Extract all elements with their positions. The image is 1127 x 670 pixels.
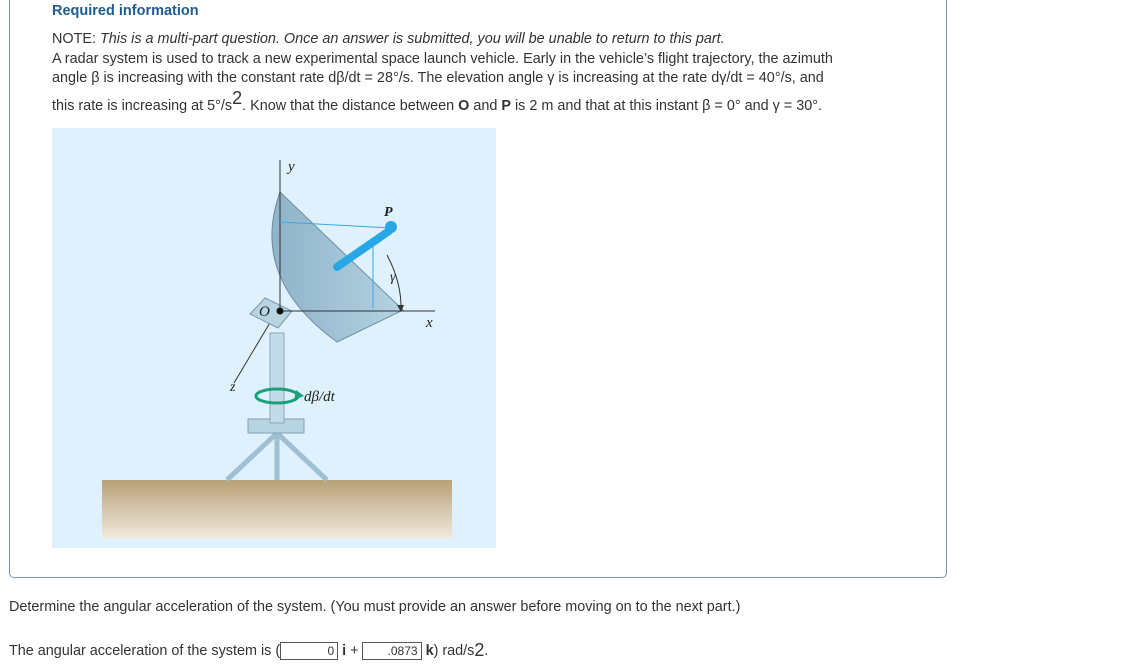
answer-row [9,640,488,661]
x-axis-label: x [426,315,433,331]
i-component-input[interactable] [280,642,338,660]
origin-point [277,308,284,315]
note-line-4 [52,89,932,117]
z-axis-label: z [230,380,236,395]
note-rate: this rate is increasing at 5°/s [52,97,233,114]
k-component-input[interactable] [362,642,422,660]
k-unit-label: k [425,642,434,659]
i-unit-label: i [342,642,347,659]
problem-statement [52,30,932,116]
radar-diagram [52,128,496,548]
note-and: and [473,97,498,114]
plus-sign: + [350,642,359,659]
note-prefix: NOTE: [52,31,96,47]
note-line-2: A radar system is used to track a new experimental space launch vehicle. Early in the vehicle’s flight trajectory, the azimuth [52,50,833,67]
mast [270,333,284,423]
answer-units-sup: 2 [474,640,485,660]
O-label: O [259,304,270,320]
note-line-1 [52,30,932,50]
mount-block [250,298,292,328]
answer-units: ) rad/s [433,642,475,659]
beam [337,231,389,267]
required-info-title: Required information [52,3,199,19]
note-italic: This is a multi-part question. Once an answer is submitted, you will be unable to return to this part. [99,31,725,47]
y-axis-label: y [288,159,295,175]
note-distance: . Know that the distance between [242,97,455,114]
P-label: P [384,205,393,220]
gamma-label: γ [390,270,396,285]
note-rate-sup: 2 [232,87,243,108]
note-line-3: angle β is increasing with the constant rate dβ/dt = 28°/s. The elevation angle γ is increasing at the rate dγ/dt = 40°/s, and [52,70,824,86]
question-text: Determine the angular acceleration of the system. (You must provide an answer before moving on to the next part.) [9,599,741,615]
note-P: P [501,97,511,114]
point-P [385,221,397,233]
radar-figure [52,128,496,548]
answer-end: . [484,642,489,659]
ground [102,480,452,538]
answer-prefix: The angular acceleration of the system is ( [9,642,281,659]
note-O: O [458,97,470,114]
note-instant: is 2 m and that at this instant β = 0° and γ = 30°. [514,97,822,114]
rate-label: dβ/dt [304,389,335,405]
